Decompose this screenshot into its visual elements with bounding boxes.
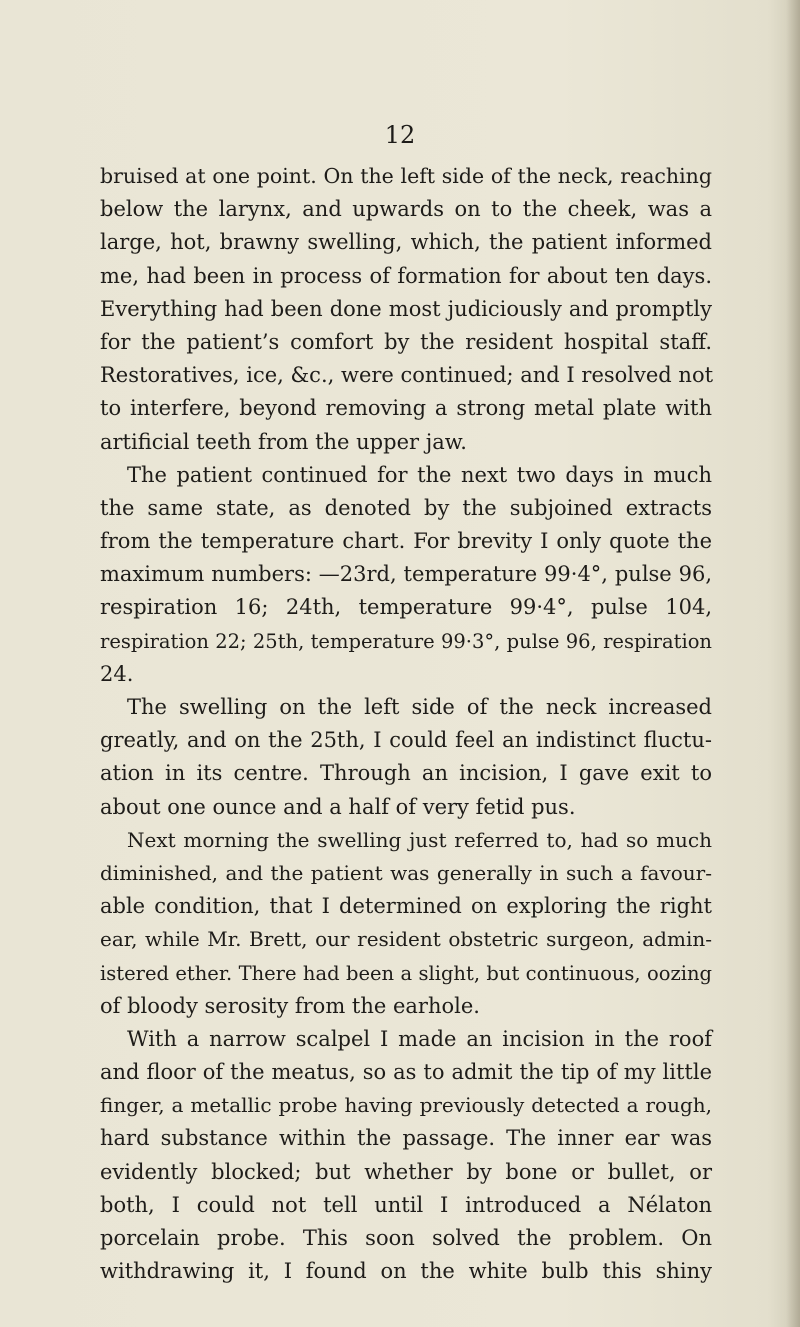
text-line: hard substance within the passage. The inner ear was [100, 1126, 712, 1151]
text-line: istered ether. There had been a slight, but continuous, oozing [100, 961, 712, 985]
text-line: for the patient’s comfort by the resident hospital staff. [100, 329, 712, 354]
text-line: me, had been in process of formation for about ten days. [100, 263, 712, 288]
text-line: 24. [100, 661, 134, 686]
text-line: withdrawing it, I found on the white bulb this shiny [100, 1259, 712, 1284]
text-line: diminished, and the patient was generally in such a favour- [100, 860, 712, 885]
text-line: respiration 16; 24th, temperature 99·4°, pulse 104, [100, 595, 712, 620]
text-line: both, I could not tell until I introduced a Nélaton [100, 1192, 712, 1217]
text-line: evidently blocked; but whether by bone or bullet, or [100, 1159, 712, 1184]
text-line: greatly, and on the 25th, I could feel an indistinct fluctu- [100, 728, 712, 753]
body-text [100, 160, 712, 1288]
text-line: Everything had been done most judiciously and promptly [100, 296, 712, 321]
text-line: Next morning the swelling just referred to, had so much [127, 827, 712, 852]
text-line: from the temperature chart. For brevity I only quote the [100, 529, 712, 554]
text-line: able condition, that I determined on exploring the right [100, 894, 712, 919]
text-line: large, hot, brawny swelling, which, the patient informed [100, 230, 712, 255]
text-line: respiration 22; 25th, temperature 99·3°, pulse 96, respiration [100, 629, 712, 653]
text-line: artificial teeth from the upper jaw. [100, 429, 467, 454]
text-line: bruised at one point. On the left side of the neck, reaching [100, 164, 712, 188]
text-line: ear, while Mr. Brett, our resident obstetric surgeon, admin- [100, 927, 712, 952]
text-line: Restoratives, ice, &c., were continued; and I resolved not [100, 363, 714, 388]
text-line: The patient continued for the next two days in much [127, 462, 712, 487]
text-line: finger, a metallic probe having previously detected a rough, [100, 1093, 712, 1118]
text-line: The swelling on the left side of the neck increased [127, 695, 712, 719]
text-line: to interfere, beyond removing a strong metal plate with [100, 396, 712, 421]
text-line: porcelain probe. This soon solved the problem. On [100, 1226, 712, 1250]
page-edge-shadow [786, 0, 800, 1327]
text-line: of bloody serosity from the earhole. [100, 993, 480, 1018]
text-line: With a narrow scalpel I made an incision in the roof [127, 1026, 712, 1051]
text-line: and floor of the meatus, so as to admit the tip of my little [100, 1060, 712, 1085]
page-number: 12 [384, 121, 416, 149]
text-line: below the larynx, and upwards on to the cheek, was a [100, 197, 712, 222]
text-line: about one ounce and a half of very fetid pus. [100, 794, 576, 819]
text-line: ation in its centre. Through an incision, I gave exit to [100, 761, 712, 786]
text-line: the same state, as denoted by the subjoined extracts [100, 495, 712, 520]
text-line: maximum numbers: —23rd, temperature 99·4°, pulse 96, [100, 562, 712, 587]
